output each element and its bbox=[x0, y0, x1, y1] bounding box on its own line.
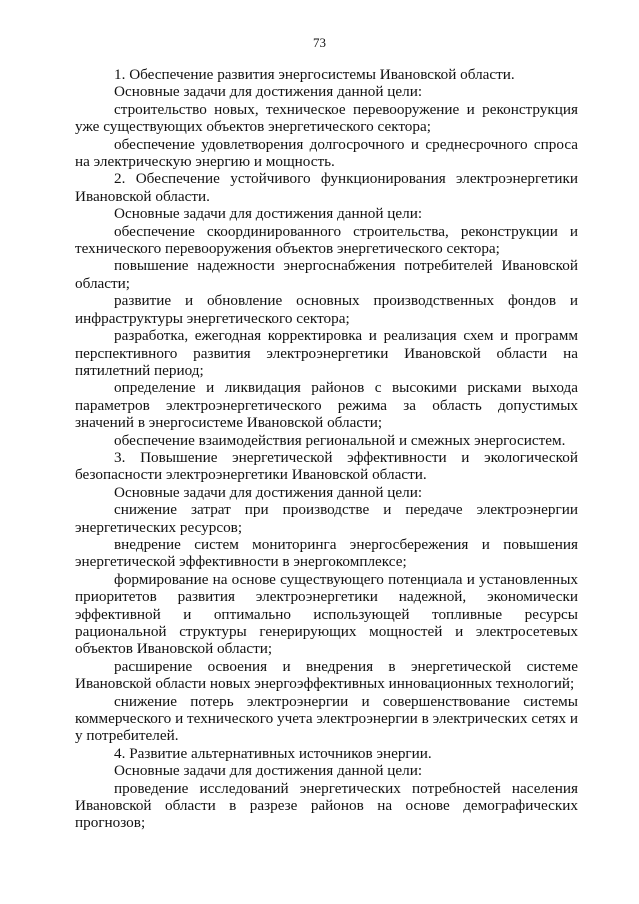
tasks-intro: Основные задачи для достижения данной цели: bbox=[114, 762, 423, 780]
goal-2-heading: 2. Обеспечение устойчивого функционирования электроэнергетики Ивановской области. bbox=[75, 170, 578, 205]
tasks-intro: Основные задачи для достижения данной цели: bbox=[114, 83, 423, 101]
task-item: обеспечение скоординированного строительства, реконструкции и технического перевооружения объектов энергетического сектора; bbox=[75, 222, 578, 258]
task-item: разработка, ежегодная корректировка и реализация схем и программ перспективного развития электроэнергетики Ивановской области на пятилетний период; bbox=[75, 327, 578, 379]
page-number: 73 bbox=[313, 35, 326, 50]
task-item: определение и ликвидация районов с высокими рисками выхода параметров электроэнергетического режима за область допустимых значений в энергосистеме Ивановской области; bbox=[75, 379, 578, 432]
goal-4-heading: 4. Развитие альтернативных источников энергии. bbox=[114, 744, 432, 762]
tasks-intro: Основные задачи для достижения данной цели: bbox=[114, 483, 423, 501]
task-item: развитие и обновление основных производственных фондов и инфраструктуры энергетического сектора; bbox=[75, 292, 578, 327]
goal-3-heading: 3. Повышение энергетической эффективности и экологической безопасности электроэнергетики Ивановской области. bbox=[75, 448, 578, 484]
task-item: обеспечение взаимодействия региональной и смежных энергосистем. bbox=[114, 431, 566, 449]
task-item: снижение потерь электроэнергии и совершенствование системы коммерческого и технического учета электроэнергии в электрических сетях и у потребителей. bbox=[75, 692, 578, 745]
task-item: внедрение систем мониторинга энергосбережения и повышения энергетической эффективности в энергокомплексе; bbox=[75, 535, 578, 571]
task-item: повышение надежности энергоснабжения потребителей Ивановской области; bbox=[75, 257, 578, 292]
task-item: строительство новых, техническое перевооружение и реконструкция уже существующих объектов энергетического сектора; bbox=[75, 100, 578, 136]
task-item: обеспечение удовлетворения долгосрочного и среднесрочного спроса на электрическую энергию и мощность. bbox=[75, 135, 578, 171]
task-item: формирование на основе существующего потенциала и установленных приоритетов развития электроэнергетики надежной, экономически эффективной и оптимально использующей топливные ресурсы рациональной структуры генерирующих мощностей и электросетевых объектов Ивановской области; bbox=[75, 570, 578, 658]
document-body bbox=[75, 66, 578, 832]
goal-1-heading: 1. Обеспечение развития энергосистемы Ивановской области. bbox=[114, 66, 515, 83]
tasks-intro: Основные задачи для достижения данной цели: bbox=[114, 205, 423, 223]
task-item: снижение затрат при производстве и передаче электроэнергии энергетических ресурсов; bbox=[75, 501, 578, 536]
task-item: расширение освоения и внедрения в энергетической системе Ивановской области новых энергоэффективных инновационных технологий; bbox=[75, 657, 578, 693]
task-item: проведение исследований энергетических потребностей населения Ивановской области в разрезе районов на основе демографических прогнозов; bbox=[75, 779, 578, 832]
